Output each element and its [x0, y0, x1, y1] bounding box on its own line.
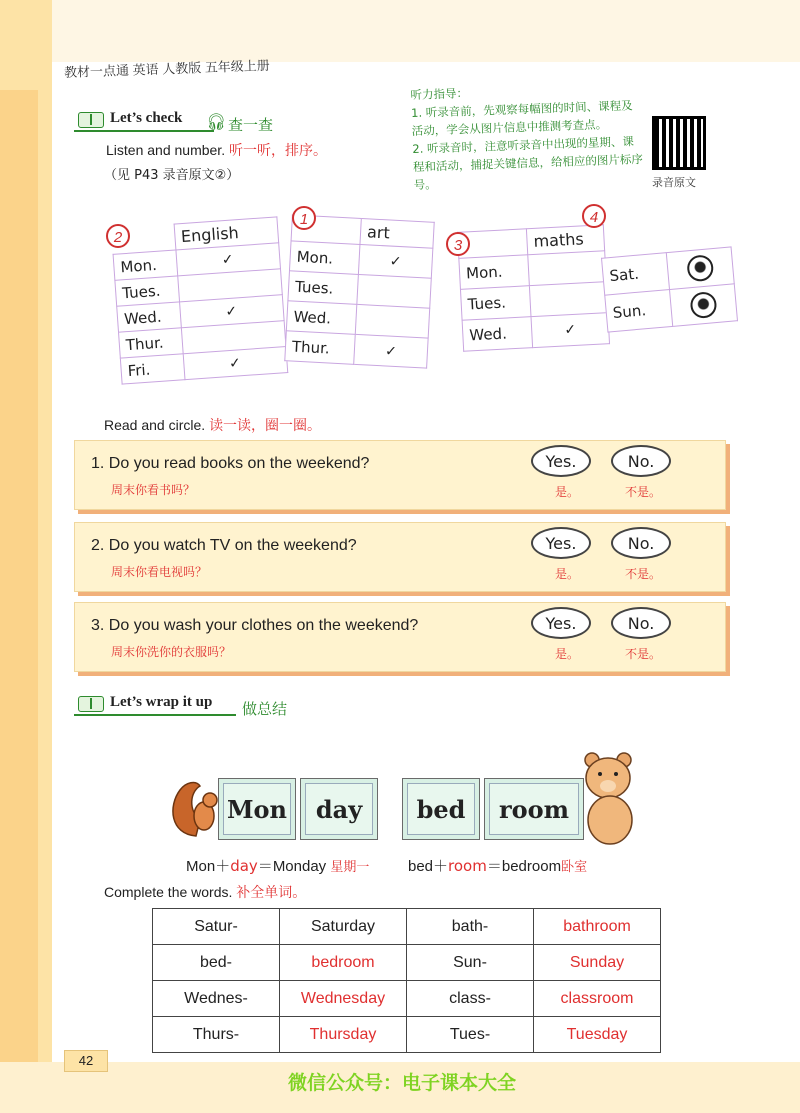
listening-guide: 听力指导： 1. 听录音前，先观察每幅图的时间、课程及活动，学会从图片信息中推测考查点。 2. 听录音时，注意听录音中出现的星期、课程和活动，捕捉关键信息，给相应的图片标序号。 [410, 86, 644, 192]
word-prefix: Tues- [407, 1017, 534, 1053]
question-text: 1. Do you read books on the weekend? [91, 455, 370, 472]
qr-label: 录音原文 [652, 177, 696, 189]
football-cell [670, 284, 738, 327]
word-tile-label: day [305, 783, 373, 835]
formula-a: Mon [186, 858, 216, 875]
number-circle-4[interactable]: 4 [582, 204, 606, 228]
formula-result: Monday [272, 858, 327, 875]
question-text: 3. Do you wash your clothes on the weekend? [91, 617, 419, 634]
read-instruction [104, 415, 321, 435]
day-cell: Fri. [120, 354, 184, 384]
no-option[interactable]: No. [611, 445, 671, 477]
wrap-title: Let’s wrap it up [110, 694, 213, 710]
word-answer: classroom [534, 981, 661, 1017]
yes-option[interactable]: Yes. [531, 445, 591, 477]
title-underline [74, 714, 236, 716]
question-box-2 [74, 522, 726, 592]
schedule-table [284, 214, 434, 368]
word-tile-label: Mon [223, 783, 291, 835]
schedule-card-maths [457, 224, 610, 352]
yes-option[interactable]: Yes. [531, 607, 591, 639]
word-prefix: bath- [407, 909, 534, 945]
check-title: Let’s check [110, 110, 183, 126]
word-tile-bed [402, 778, 480, 840]
book-icon [78, 696, 104, 712]
left-page-edge-inner [0, 90, 38, 1113]
word-tile-label: bed [407, 783, 475, 835]
question-box-1 [74, 440, 726, 510]
formula-b: day [230, 857, 258, 875]
table-row [153, 981, 661, 1017]
schedule-card-art [284, 214, 434, 368]
word-answer: Saturday [280, 909, 407, 945]
formula-cn: 卧室 [561, 860, 588, 875]
formula-cn: 星期一 [330, 860, 370, 875]
word-answer: Wednesday [280, 981, 407, 1017]
football-icon [686, 254, 714, 282]
yes-cn: 是。 [555, 567, 580, 581]
question-text-cn: 周末你洗你的衣服吗？ [111, 645, 232, 659]
word-tile-room [484, 778, 584, 840]
word-answer: Tuesday [534, 1017, 661, 1053]
question-text: 2. Do you watch TV on the weekend? [91, 537, 357, 554]
complete-instruction-en: Complete the words. [104, 884, 233, 900]
formula-monday [186, 855, 369, 876]
word-prefix: Satur- [153, 909, 280, 945]
day-cell: Tues. [288, 271, 358, 305]
word-tile-day [300, 778, 378, 840]
formula-a: bed [408, 858, 434, 875]
no-cn: 不是。 [625, 567, 662, 581]
day-cell: Mon. [289, 241, 359, 275]
table-row [153, 945, 661, 981]
day-cell: Mon. [459, 255, 530, 290]
schedule-table [111, 216, 288, 384]
word-prefix: Wednes- [153, 981, 280, 1017]
number-circle-2[interactable]: 2 [106, 224, 130, 248]
check-mark: ✓ [183, 347, 288, 380]
check-title-cn: 查一查 [228, 116, 274, 134]
schedule-table [601, 246, 738, 332]
headphones-icon: 🎧︎ [206, 114, 227, 131]
table-row [153, 1017, 661, 1053]
bear-illustration [580, 750, 638, 846]
formula-eq: ＝ [486, 858, 502, 875]
subject-header: English [174, 217, 279, 250]
check-mark [529, 282, 608, 317]
word-answer: Thursday [280, 1017, 407, 1053]
table-row [153, 909, 661, 945]
word-answer: bedroom [280, 945, 407, 981]
day-cell: Tues. [460, 286, 531, 321]
day-cell: Mon. [113, 250, 177, 280]
check-mark [528, 251, 607, 286]
formula-b: room [448, 857, 487, 875]
word-prefix: Sun- [407, 945, 534, 981]
day-cell: Wed. [117, 302, 181, 332]
yes-cn: 是。 [555, 485, 580, 499]
formula-plus: ＋ [433, 858, 449, 875]
schedule-card-english [111, 216, 288, 384]
question-box-3 [74, 602, 726, 672]
day-cell: Thur. [285, 331, 355, 365]
check-mark [357, 274, 431, 308]
no-option[interactable]: No. [611, 527, 671, 559]
formula-bedroom [408, 855, 587, 876]
day-cell: Tues. [115, 276, 179, 306]
title-underline [74, 130, 214, 132]
number-circle-3[interactable]: 3 [446, 232, 470, 256]
day-cell: Thur. [119, 328, 183, 358]
no-cn: 不是。 [625, 647, 662, 661]
check-mark: ✓ [358, 244, 432, 278]
subject-header: art [360, 218, 434, 248]
no-option[interactable]: No. [611, 607, 671, 639]
question-text-cn: 周末你看电视吗？ [111, 565, 208, 579]
complete-instruction [104, 882, 306, 902]
wrap-title-cn: 做总结 [242, 700, 288, 718]
formula-eq: ＝ [257, 858, 273, 875]
squirrel-illustration [166, 776, 220, 842]
check-mark: ✓ [531, 313, 610, 348]
word-tile-mon [218, 778, 296, 840]
check-instruction-cn: 听一听，排序。 [228, 143, 327, 159]
word-tile-label: room [489, 783, 579, 835]
book-icon [78, 112, 104, 128]
day-cell: Wed. [286, 301, 356, 335]
check-mark: ✓ [179, 295, 284, 328]
check-mark [355, 304, 429, 338]
number-circle-1[interactable]: 1 [292, 206, 316, 230]
page-number: 42 [64, 1050, 108, 1072]
read-instruction-en: Read and circle. [104, 417, 206, 433]
football-icon [689, 291, 717, 319]
formula-result: bedroom [501, 858, 562, 875]
day-cell: Sun. [605, 290, 673, 333]
word-prefix: bed- [153, 945, 280, 981]
subject-header: maths [526, 225, 604, 255]
yes-option[interactable]: Yes. [531, 527, 591, 559]
complete-instruction-cn: 补全单词。 [236, 885, 307, 901]
football-cell [666, 247, 734, 290]
check-instruction-en: Listen and number. [106, 142, 226, 158]
schedule-table [457, 224, 610, 352]
formula-plus: ＋ [215, 858, 231, 875]
read-instruction-cn: 读一读，圈一圈。 [209, 418, 322, 434]
top-band [0, 0, 800, 62]
recording-note: （见 P43 录音原文②） [104, 168, 240, 183]
footer-watermark: 微信公众号：电子课本大全 [288, 1072, 517, 1094]
word-prefix: class- [407, 981, 534, 1017]
day-cell: Sat. [602, 253, 670, 296]
day-cell: Wed. [462, 317, 533, 352]
no-cn: 不是。 [625, 485, 662, 499]
yes-cn: 是。 [555, 647, 580, 661]
schedule-card-football [601, 246, 738, 332]
qr-code-icon[interactable] [652, 116, 706, 170]
word-answer: Sunday [534, 945, 661, 981]
check-mark: ✓ [354, 334, 428, 368]
check-instruction [106, 140, 327, 160]
word-prefix: Thurs- [153, 1017, 280, 1053]
check-mark: ✓ [175, 243, 280, 276]
question-text-cn: 周末你看书吗？ [111, 483, 196, 497]
word-answer: bathroom [534, 909, 661, 945]
running-header: 教材一点通 英语 人教版 五年级上册 [63, 57, 271, 80]
complete-words-table [152, 908, 661, 1053]
